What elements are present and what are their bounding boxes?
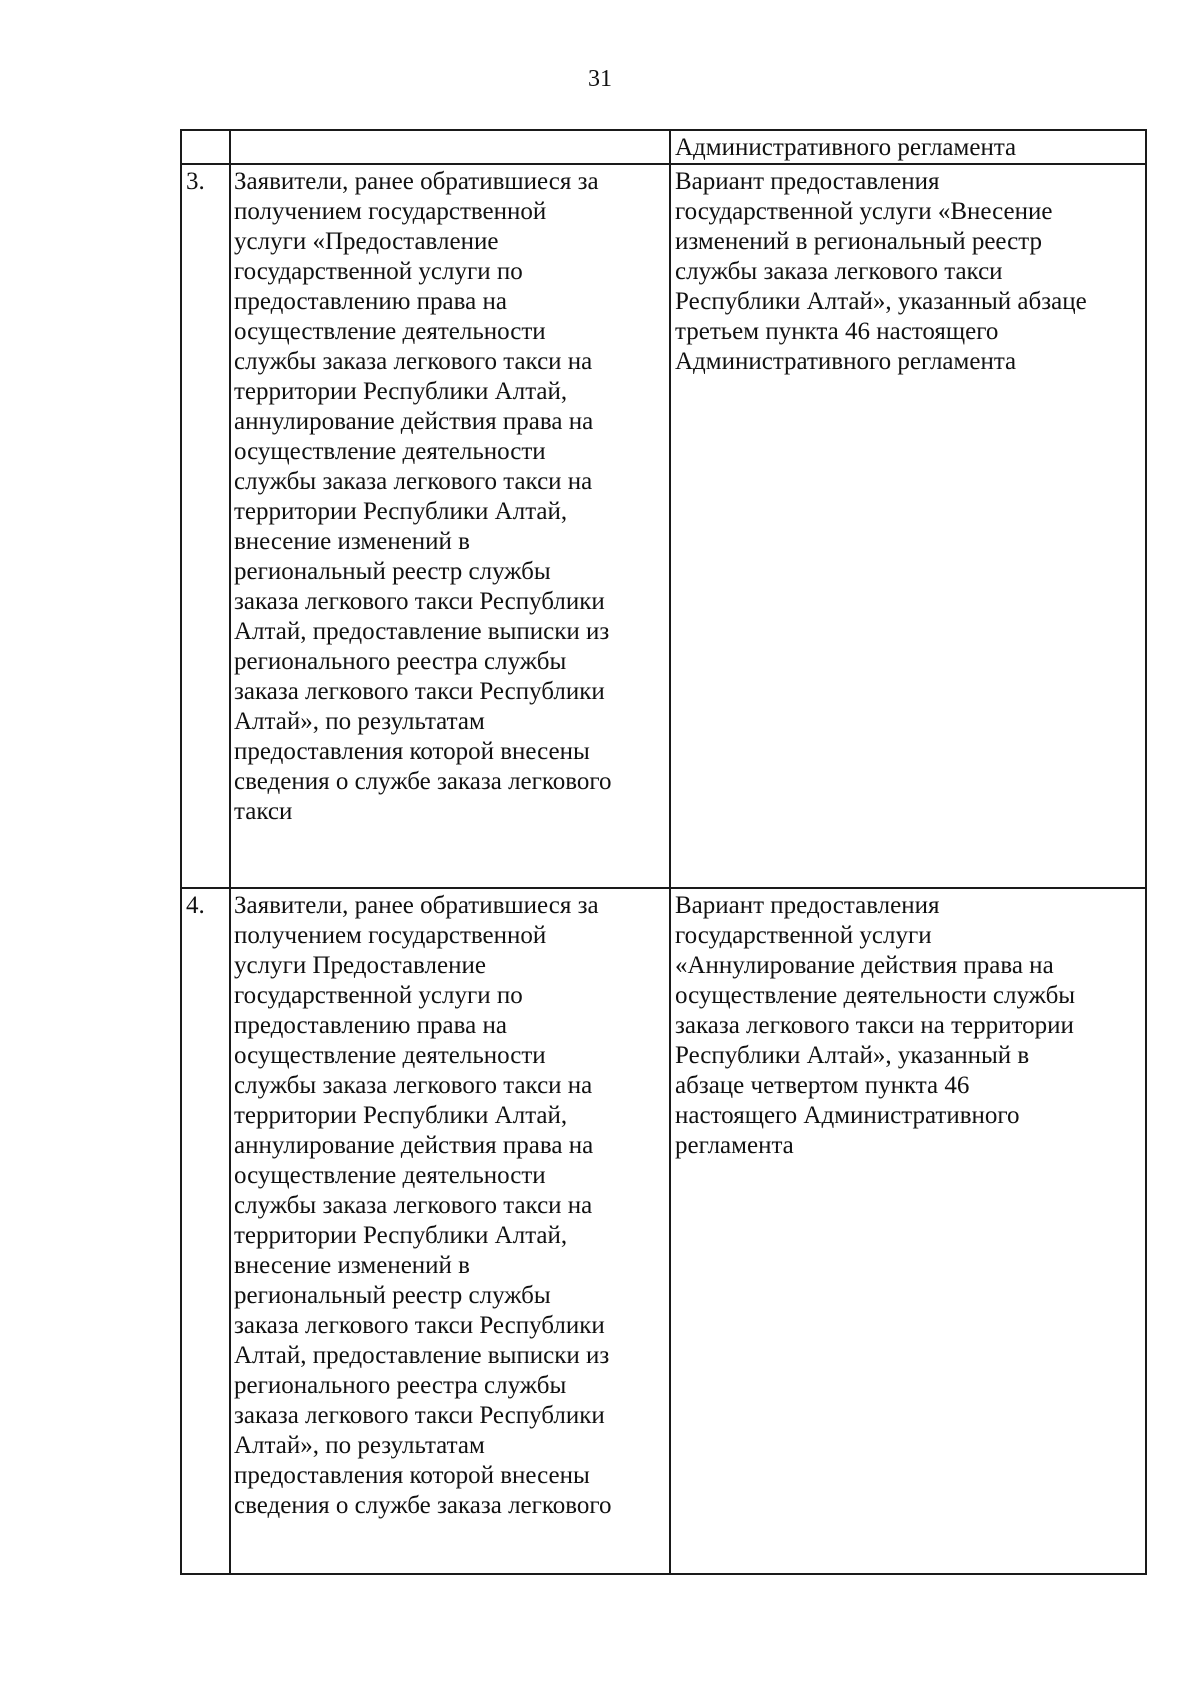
variant-line: «Аннулирование действия права на [675, 952, 1054, 979]
applicant-line: заказа легкового такси Республики [234, 678, 605, 705]
applicant-line: региональный реестр службы [234, 558, 551, 585]
applicant-line: службы заказа легкового такси на [234, 1072, 593, 1099]
applicant-line: Заявители, ранее обратившиеся за [234, 168, 599, 195]
applicant-line: внесение изменений в [234, 1252, 470, 1279]
applicant-line: Алтай», по результатам [234, 708, 485, 735]
continuation-row-text: Административного регламента [675, 134, 1017, 161]
variant-line: Вариант предоставления [675, 168, 940, 195]
applicant-line: территории Республики Алтай, [234, 498, 568, 525]
applicant-line: предоставлению права на [234, 288, 507, 315]
applicant-line: территории Республики Алтай, [234, 378, 568, 405]
applicant-line: услуги «Предоставление [234, 228, 499, 255]
variant-line: Республики Алтай», указанный в [675, 1042, 1030, 1069]
row-3-number: 3. [186, 168, 205, 195]
applicant-line: территории Республики Алтай, [234, 1102, 568, 1129]
row-divider-1 [180, 163, 1147, 165]
applicant-line: государственной услуги по [234, 982, 523, 1009]
applicant-line: заказа легкового такси Республики [234, 588, 605, 615]
applicant-line: осуществление деятельности [234, 438, 546, 465]
row-4-variant-cell [675, 891, 1145, 1161]
applicant-line: Алтай, предоставление выписки из [234, 618, 610, 645]
applicant-line: Заявители, ранее обратившиеся за [234, 892, 599, 919]
applicant-line: службы заказа легкового такси на [234, 1192, 593, 1219]
row-divider-2 [180, 887, 1147, 889]
applicant-line: внесение изменений в [234, 528, 470, 555]
applicant-line: предоставлению права на [234, 1012, 507, 1039]
variant-line: настоящего Административного [675, 1102, 1020, 1129]
applicant-line: региональный реестр службы [234, 1282, 551, 1309]
row-4-number: 4. [186, 892, 205, 919]
column-divider-content [669, 129, 671, 1575]
applicant-line: услуги Предоставление [234, 952, 486, 979]
applicant-line: Алтай, предоставление выписки из [234, 1342, 610, 1369]
applicant-line: государственной услуги по [234, 258, 523, 285]
variant-line: государственной услуги «Внесение [675, 198, 1053, 225]
applicant-line: осуществление деятельности [234, 1042, 546, 1069]
applicant-line: аннулирование действия права на [234, 1132, 594, 1159]
applicant-line: предоставления которой внесены [234, 738, 590, 765]
variant-line: заказа легкового такси на территории [675, 1012, 1074, 1039]
applicant-line: службы заказа легкового такси на [234, 348, 593, 375]
column-divider-number [229, 129, 231, 1575]
variant-line: Вариант предоставления [675, 892, 940, 919]
applicant-line: регионального реестра службы [234, 648, 567, 675]
variant-line: третьем пункта 46 настоящего [675, 318, 999, 345]
variant-line: Административного регламента [675, 348, 1017, 375]
continuation-row-right-cell [675, 133, 1145, 163]
applicant-line: сведения о службе заказа легкового [234, 768, 612, 795]
applicant-line: сведения о службе заказа легкового [234, 1492, 612, 1519]
row-3-applicant-cell [234, 167, 668, 827]
applicant-line: заказа легкового такси Республики [234, 1402, 605, 1429]
applicant-line: регионального реестра службы [234, 1372, 567, 1399]
applicant-line: такси [234, 798, 293, 825]
applicant-line: получением государственной [234, 922, 547, 949]
variant-line: осуществление деятельности службы [675, 982, 1076, 1009]
applicant-line: заказа легкового такси Республики [234, 1312, 605, 1339]
applicant-line: осуществление деятельности [234, 1162, 546, 1189]
page-number: 31 [588, 66, 612, 92]
variant-line: абзаце четвертом пункта 46 [675, 1072, 970, 1099]
applicant-line: службы заказа легкового такси на [234, 468, 593, 495]
variant-line: изменений в региональный реестр [675, 228, 1042, 255]
variant-line: службы заказа легкового такси [675, 258, 1003, 285]
variant-line: регламента [675, 1132, 794, 1159]
row-4-applicant-cell [234, 891, 668, 1521]
applicant-line: Алтай», по результатам [234, 1432, 485, 1459]
applicant-line: аннулирование действия права на [234, 408, 594, 435]
applicant-line: получением государственной [234, 198, 547, 225]
variant-line: Республики Алтай», указанный абзаце [675, 288, 1087, 315]
applicant-line: территории Республики Алтай, [234, 1222, 568, 1249]
variant-line: государственной услуги [675, 922, 932, 949]
applicant-line: предоставления которой внесены [234, 1462, 590, 1489]
applicant-line: осуществление деятельности [234, 318, 546, 345]
row-3-variant-cell [675, 167, 1145, 377]
